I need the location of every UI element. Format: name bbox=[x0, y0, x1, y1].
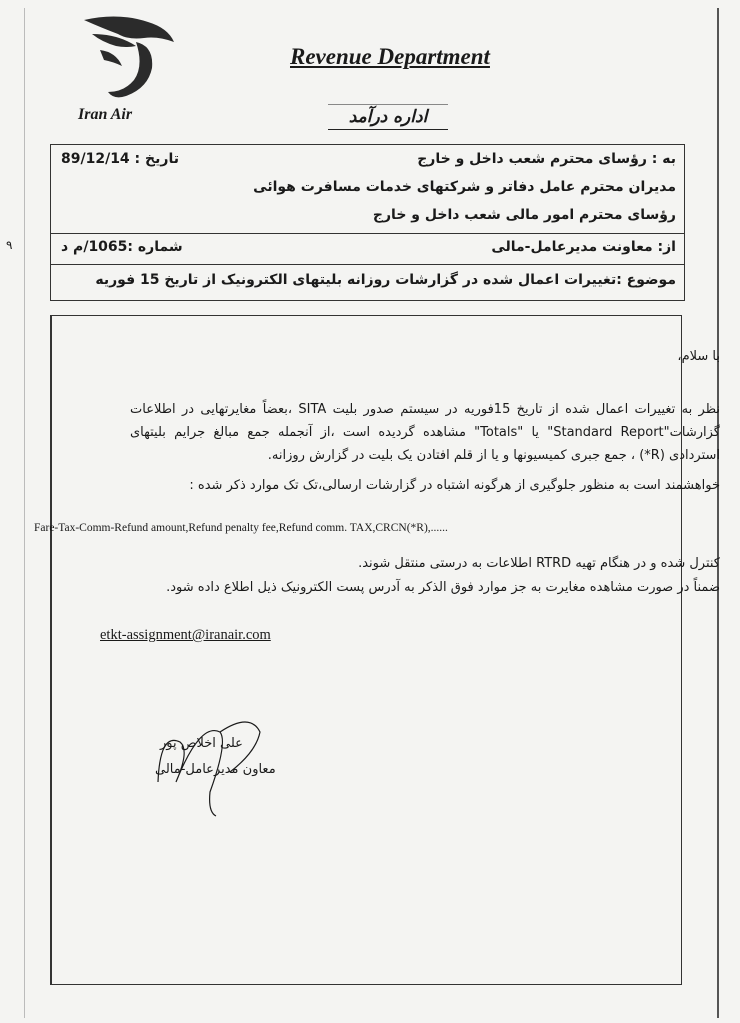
recipient-line-3: رؤسای محترم امور مالی شعب داخل و خارج bbox=[372, 207, 676, 223]
brand-name: Iran Air bbox=[78, 106, 133, 123]
recipient-line-2: مدیران محترم عامل دفاتر و شرکتهای خدمات مسافرت هوائی bbox=[253, 179, 676, 195]
letter-subject: موضوع :تغییرات اعمال شده در گزارشات روزانه بلیتهای الکترونیک از تاریخ 15 فوریه bbox=[95, 272, 676, 288]
sender-line: از: معاونت مدیرعامل-مالی bbox=[491, 239, 676, 255]
recipient-line-1: به : رؤسای محترم شعب داخل و خارج bbox=[417, 151, 676, 167]
header-divider bbox=[51, 264, 684, 265]
body-paragraph-4: ضمناً در صورت مشاهده مغایرت به جز موارد فوق الذکر به آدرس پست الکترونیک ذیل اطلاع داده شود. bbox=[166, 580, 720, 595]
signer-title: معاون مدیرعامل-مالی bbox=[155, 762, 276, 777]
department-title: Revenue Department bbox=[290, 44, 490, 69]
header-divider bbox=[51, 233, 684, 234]
margin-number: ۹ bbox=[6, 238, 13, 252]
body-paragraph-3: کنترل شده و در هنگام تهیه RTRD اطلاعات به درستی منتقل شوند. bbox=[358, 556, 720, 571]
body-paragraph-2: خواهشمند است به منظور جلوگیری از هرگونه اشتباه در گزارشات ارسالی،تک تک موارد ذکر شده : bbox=[189, 478, 720, 493]
signer-name: علی اخلاص پور bbox=[160, 736, 243, 751]
greeting: با سلام، bbox=[677, 349, 720, 364]
fare-fields-line: Fare-Tax-Comm-Refund amount,Refund penalty fee,Refund comm. TAX,CRCN(*R),...... bbox=[34, 522, 448, 534]
iran-air-logo-icon bbox=[78, 12, 178, 104]
body-paragraph-1: نظر به تغییرات اعمال شده از تاریخ 15فوریه در سیستم صدور بلیت SITA ،بعضاً مغایرتهایی در اطلاعات گزارشات"Standard Report" یا "Totals" مشاهده گردیده است ،از آنجمله جمع مبالغ جرایم بلیتهای استردادی (R*) ، جمع جبری کمیسیونها و یا از قلم افتادن یک بلیت در گزارش روزانه. bbox=[130, 402, 720, 463]
letter-header-box bbox=[50, 144, 685, 301]
letter-date: تاریخ : 89/12/14 bbox=[61, 151, 179, 167]
contact-email-link[interactable]: etkt-assignment@iranair.com bbox=[100, 627, 271, 643]
letter-number: شماره :1065/م د bbox=[61, 239, 183, 255]
department-title-persian: اداره درآمد bbox=[328, 104, 448, 130]
